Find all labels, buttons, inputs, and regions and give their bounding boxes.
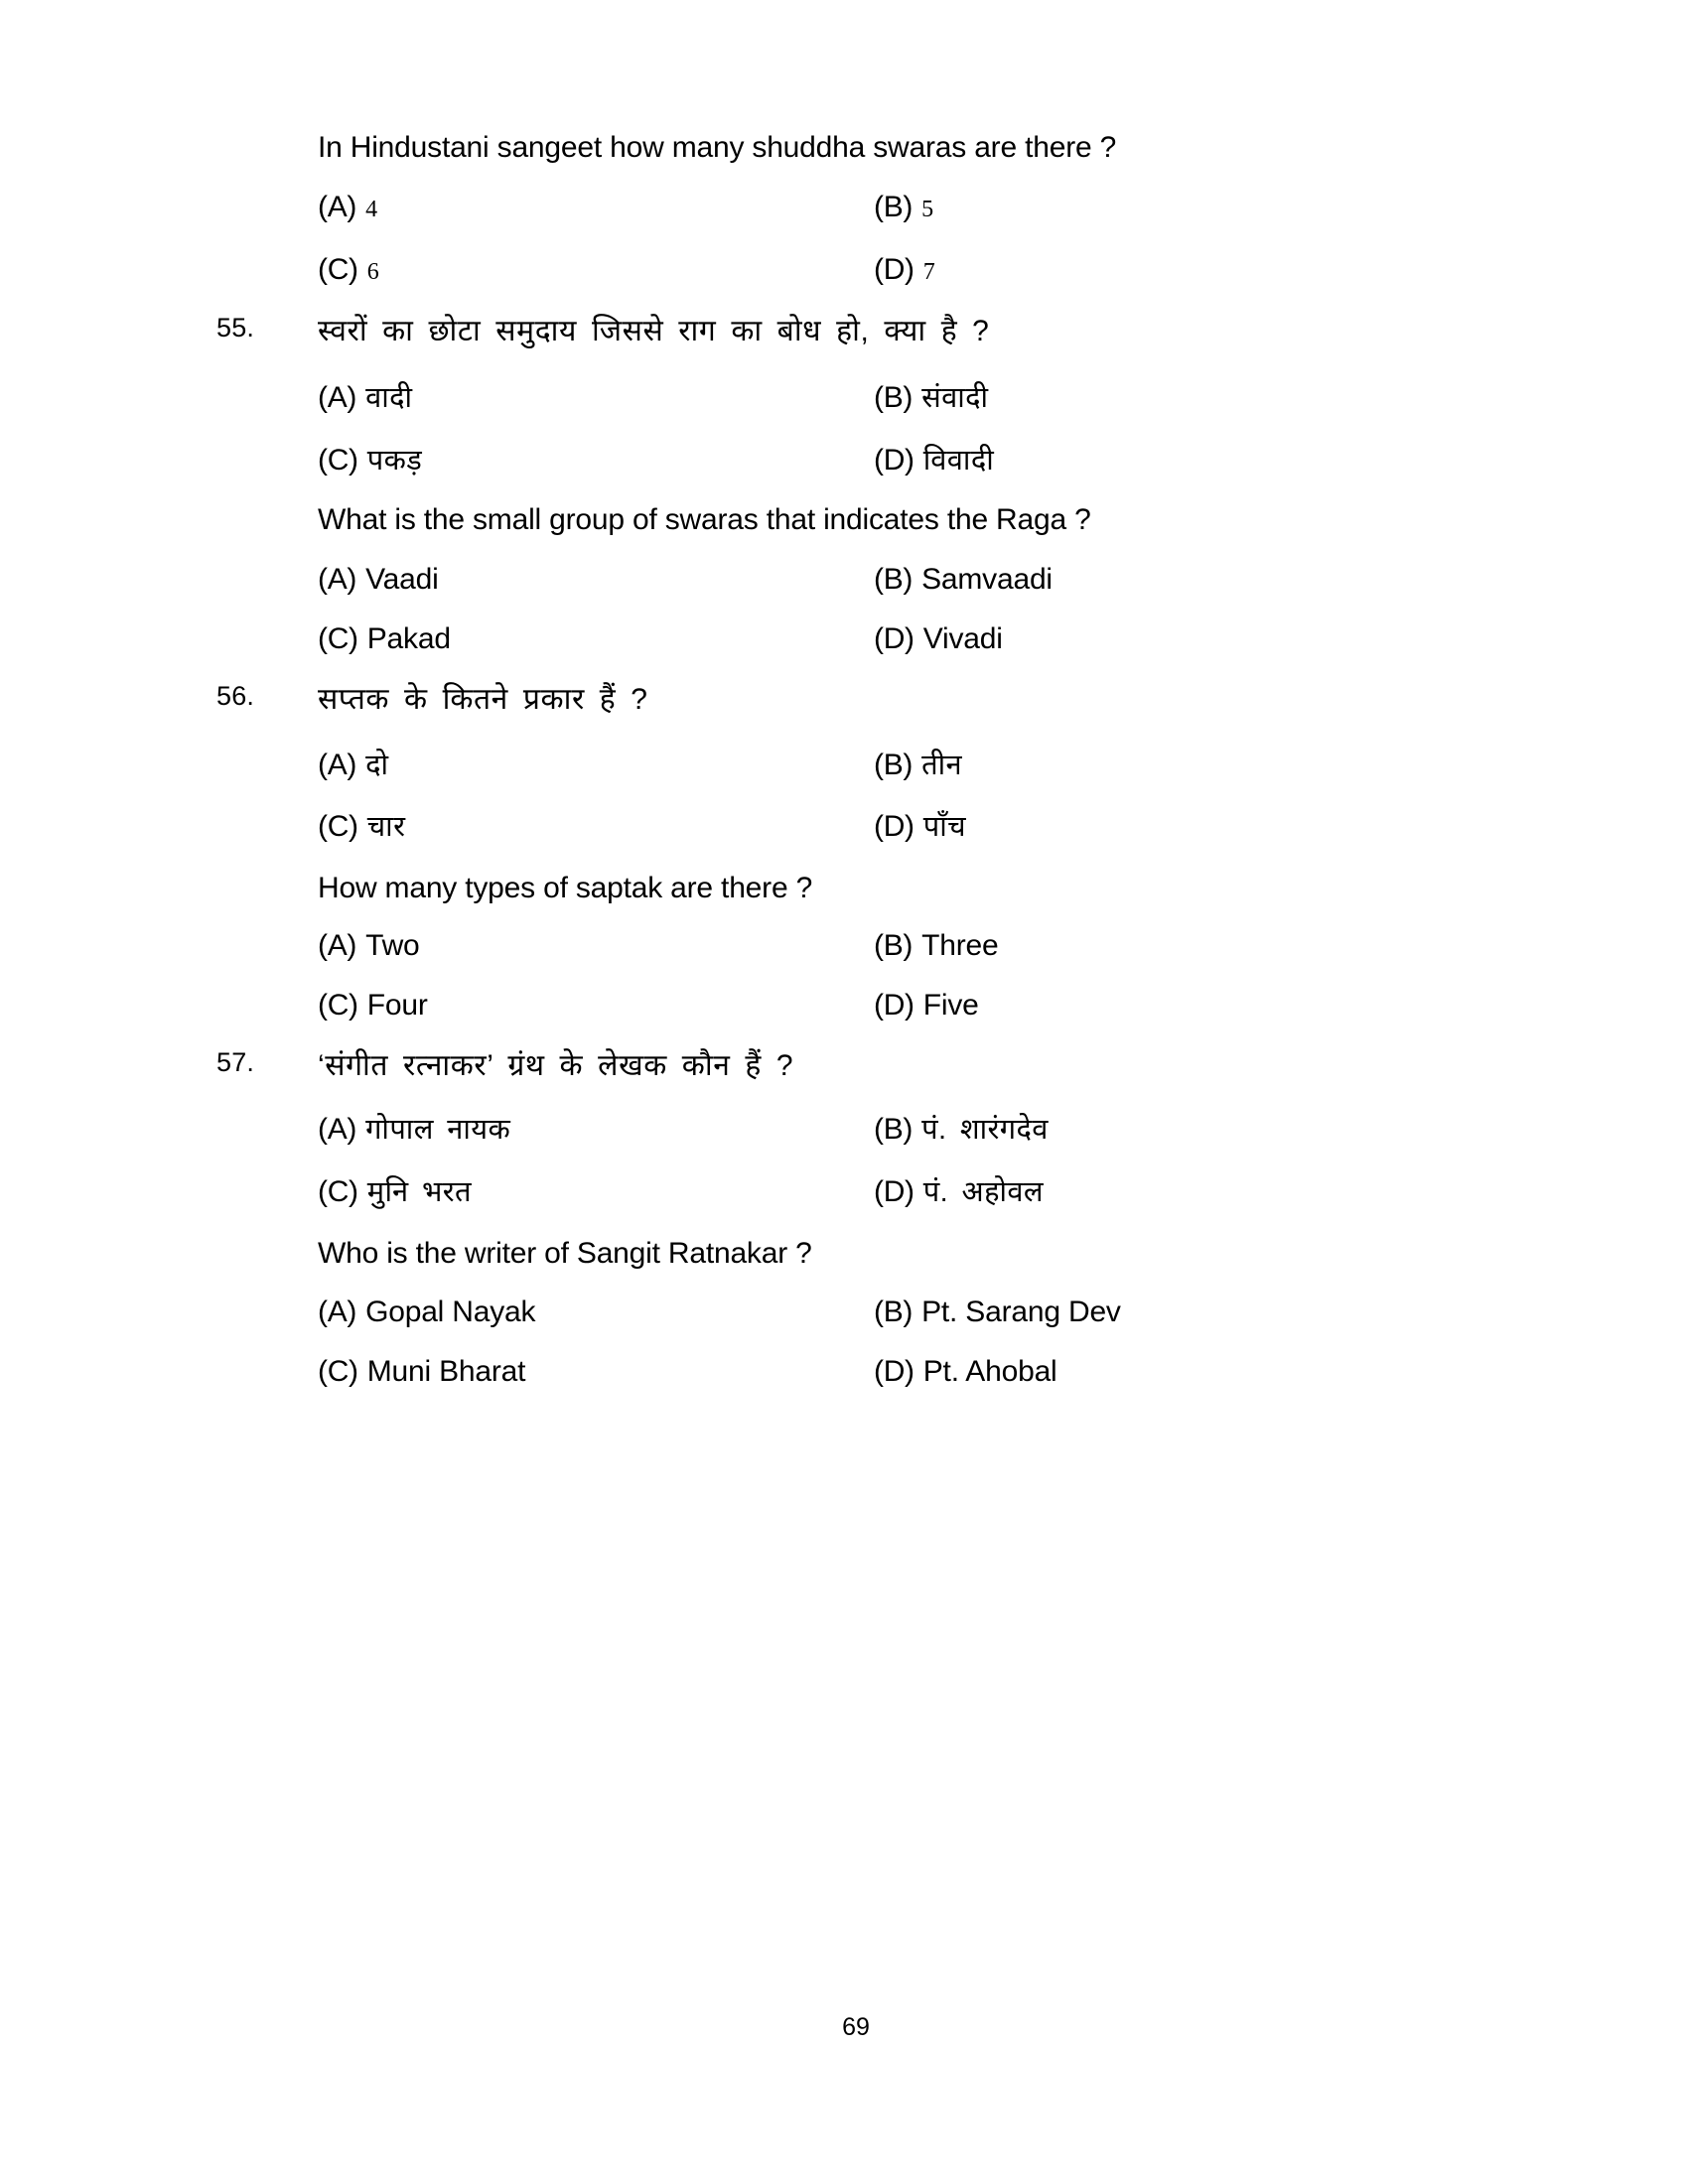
option-label: Pakad — [366, 622, 451, 655]
option-d[interactable] — [874, 440, 994, 478]
option-d[interactable] — [874, 1355, 1057, 1389]
option-label: 4 — [365, 197, 378, 222]
option-d[interactable] — [874, 622, 1003, 656]
page-number: 69 — [842, 2013, 870, 2041]
option-row — [0, 1355, 1688, 1395]
option-label: Vivadi — [922, 622, 1003, 655]
option-tag: (B) — [874, 749, 914, 781]
option-c[interactable] — [318, 1171, 472, 1210]
option-tag: (A) — [318, 1113, 357, 1146]
option-row — [0, 745, 1688, 784]
question-text: स्वरों का छोटा समुदाय जिससे राग का बोध हो, क्या है ? — [318, 315, 990, 347]
option-tag: (C) — [318, 810, 358, 843]
question-text: What is the small group of swaras that indicates the Raga ? — [318, 503, 1091, 536]
option-tag: (A) — [318, 749, 357, 781]
option-b[interactable] — [874, 191, 933, 224]
option-d[interactable] — [874, 253, 935, 287]
option-tag: (C) — [318, 1355, 358, 1388]
option-row — [0, 191, 1688, 230]
option-row — [0, 1296, 1688, 1335]
option-tag: (C) — [318, 1175, 358, 1208]
option-label: Two — [365, 929, 420, 962]
question-text: सप्तक के कितने प्रकार हैं ? — [318, 683, 648, 716]
option-row — [0, 1171, 1688, 1211]
option-c[interactable] — [318, 622, 451, 656]
option-b[interactable] — [874, 563, 1053, 597]
question-text: ‘संगीत रत्नाकर’ ग्रंथ के लेखक कौन हैं ? — [318, 1049, 794, 1082]
option-a[interactable] — [318, 191, 377, 224]
option-tag: (D) — [874, 444, 914, 477]
option-label: Four — [366, 989, 428, 1022]
option-tag: (D) — [874, 1355, 914, 1388]
option-tag: (A) — [318, 563, 357, 596]
question-text: How many types of saptak are there ? — [318, 872, 813, 904]
option-c[interactable] — [318, 253, 379, 287]
option-b[interactable] — [874, 745, 962, 783]
option-label: दो — [365, 750, 389, 781]
option-label: चार — [366, 811, 406, 843]
option-row — [0, 440, 1688, 479]
option-label: पकड़ — [366, 445, 423, 477]
option-tag: (C) — [318, 989, 358, 1022]
option-label: पं. अहोवल — [922, 1176, 1044, 1208]
option-row — [0, 929, 1688, 969]
option-label: संवादी — [921, 382, 989, 414]
option-label: 5 — [921, 197, 934, 222]
option-row — [0, 377, 1688, 417]
option-label: पाँच — [922, 811, 966, 843]
option-tag: (C) — [318, 253, 358, 286]
option-b[interactable] — [874, 377, 988, 416]
option-a[interactable] — [318, 1296, 535, 1329]
option-label: वादी — [365, 382, 413, 414]
option-tag: (A) — [318, 1296, 357, 1328]
option-label: 6 — [366, 259, 379, 285]
option-tag: (C) — [318, 622, 358, 655]
option-label: तीन — [921, 750, 963, 781]
option-a[interactable] — [318, 377, 412, 416]
option-label: Pt. Sarang Dev — [921, 1296, 1121, 1328]
option-tag: (B) — [874, 1113, 914, 1146]
option-label: गोपाल नायक — [365, 1114, 511, 1146]
option-label: Pt. Ahobal — [922, 1355, 1057, 1388]
option-row — [0, 1109, 1688, 1149]
option-label: 7 — [922, 259, 935, 285]
option-label: Vaadi — [365, 563, 439, 596]
option-tag: (D) — [874, 989, 914, 1022]
option-row — [0, 622, 1688, 662]
option-tag: (C) — [318, 444, 358, 477]
option-c[interactable] — [318, 806, 405, 845]
option-tag: (D) — [874, 253, 914, 286]
option-tag: (B) — [874, 191, 914, 223]
option-c[interactable] — [318, 1355, 525, 1389]
option-b[interactable] — [874, 1109, 1049, 1148]
option-c[interactable] — [318, 440, 422, 478]
option-label: Three — [921, 929, 999, 962]
option-label: Samvaadi — [921, 563, 1053, 596]
option-tag: (D) — [874, 622, 914, 655]
option-row — [0, 253, 1688, 293]
option-a[interactable] — [318, 929, 420, 963]
option-d[interactable] — [874, 806, 966, 845]
option-label: Muni Bharat — [366, 1355, 526, 1388]
option-row — [0, 989, 1688, 1028]
option-tag: (B) — [874, 1296, 914, 1328]
option-tag: (B) — [874, 381, 914, 414]
option-tag: (A) — [318, 191, 357, 223]
option-d[interactable] — [874, 989, 979, 1023]
question-number: 56. — [216, 681, 255, 711]
option-label: Five — [922, 989, 979, 1022]
option-row — [0, 563, 1688, 603]
option-label: मुनि भरत — [366, 1176, 472, 1208]
option-c[interactable] — [318, 989, 428, 1023]
option-tag: (A) — [318, 381, 357, 414]
option-tag: (B) — [874, 929, 914, 962]
option-b[interactable] — [874, 929, 998, 963]
question-number: 55. — [216, 313, 255, 342]
option-b[interactable] — [874, 1296, 1121, 1329]
option-row — [0, 806, 1688, 846]
question-text: In Hindustani sangeet how many shuddha swaras are there ? — [318, 131, 1117, 164]
option-label: विवादी — [922, 445, 995, 477]
option-label: Gopal Nayak — [365, 1296, 536, 1328]
option-tag: (A) — [318, 929, 357, 962]
page-number-footer — [0, 2013, 1688, 2042]
option-tag: (D) — [874, 1175, 914, 1208]
question-number: 57. — [216, 1047, 255, 1077]
option-tag: (D) — [874, 810, 914, 843]
option-a[interactable] — [318, 563, 439, 597]
question-text: Who is the writer of Sangit Ratnakar ? — [318, 1237, 812, 1270]
option-d[interactable] — [874, 1171, 1044, 1210]
option-label: पं. शारंगदेव — [921, 1114, 1049, 1146]
option-a[interactable] — [318, 745, 388, 783]
option-a[interactable] — [318, 1109, 510, 1148]
option-tag: (B) — [874, 563, 914, 596]
